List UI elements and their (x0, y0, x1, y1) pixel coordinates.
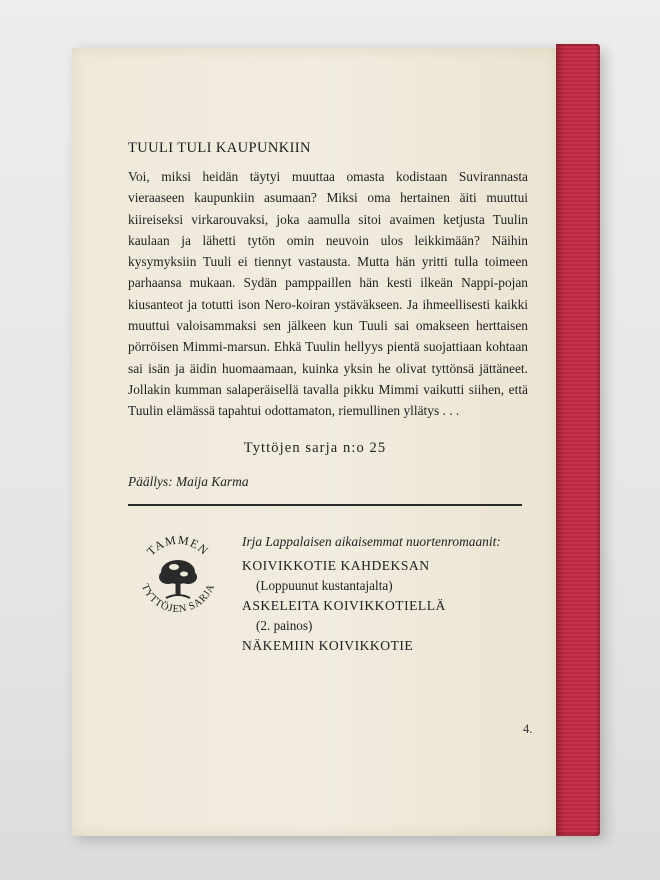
previous-book-note: (Loppuunut kustantajalta) (256, 578, 393, 593)
previous-works (242, 532, 532, 656)
book-blurb: Voi, miksi heidän täytyi muuttaa omasta kodistaan Suvirannasta vieraaseen kaupunkiin asumaan? Miksi oma hertainen äiti muuttui kiireiseksi virkarouvaksi, joka aamulla sitoi avaimen ketjusta Tuulin kaulaan ja lähetti tytön omin neuvoin ulos leikkimään? Näihin kysymyksiin Tuuli ei tiennyt vastausta. Mutta hän yritti tulla toimeen parhaansa mukaan. Sydän pamppaillen hän kesti ilkeän Nappi-pojan kiusanteot ja totutti ison Nero-koiran ystäväkseen. Ja ihmeellisesti kaikki muuttui valoisammaksi sen jälkeen kun Tuuli sai omakseen herttaisen pörröisen Mimmi-marsun. Ehkä Tuulin hellyys pientä suojattiaan kohtaan sai isän ja äidin huomaamaan, kuinka yksin he olivat tyttönsä jättäneet. Jollakin kumman salaperäisellä tavalla pikku Mimmi vaikutti siihen, että Tuulin elämässä tapahtui odottamaton, riemullinen yllätys . . . (128, 169, 528, 419)
previous-book-title: ASKELEITA KOIVIKKOTIELLÄ (242, 598, 446, 613)
previous-book-note: (2. painos) (256, 618, 313, 633)
svg-text:TAMMEN (144, 533, 212, 559)
red-spine (556, 44, 600, 836)
previous-book-title: KOIVIKKOTIE KAHDEKSAN (242, 558, 430, 573)
back-cover (72, 48, 558, 836)
previous-book-title: NÄKEMIIN KOIVIKKOTIE (242, 638, 414, 653)
oak-tree-icon (159, 560, 197, 598)
tammen-seal-logo (130, 528, 226, 624)
previous-works-heading: Irja Lappalaisen aikaisemmat nuortenromaanit: (242, 534, 501, 549)
seal-text-bottom: TYTTÖJEN SARJA (138, 582, 218, 616)
book (72, 44, 602, 836)
catalog-code: 4. (523, 722, 533, 736)
cover-artist: Päällys: Maija Karma (128, 474, 249, 489)
divider-rule (128, 504, 522, 506)
book-title: TUULI TULI KAUPUNKIIN (128, 140, 311, 156)
seal-text-top: TAMMEN (144, 532, 212, 559)
series-label: Tyttöjen sarja n:o 25 (243, 440, 387, 456)
